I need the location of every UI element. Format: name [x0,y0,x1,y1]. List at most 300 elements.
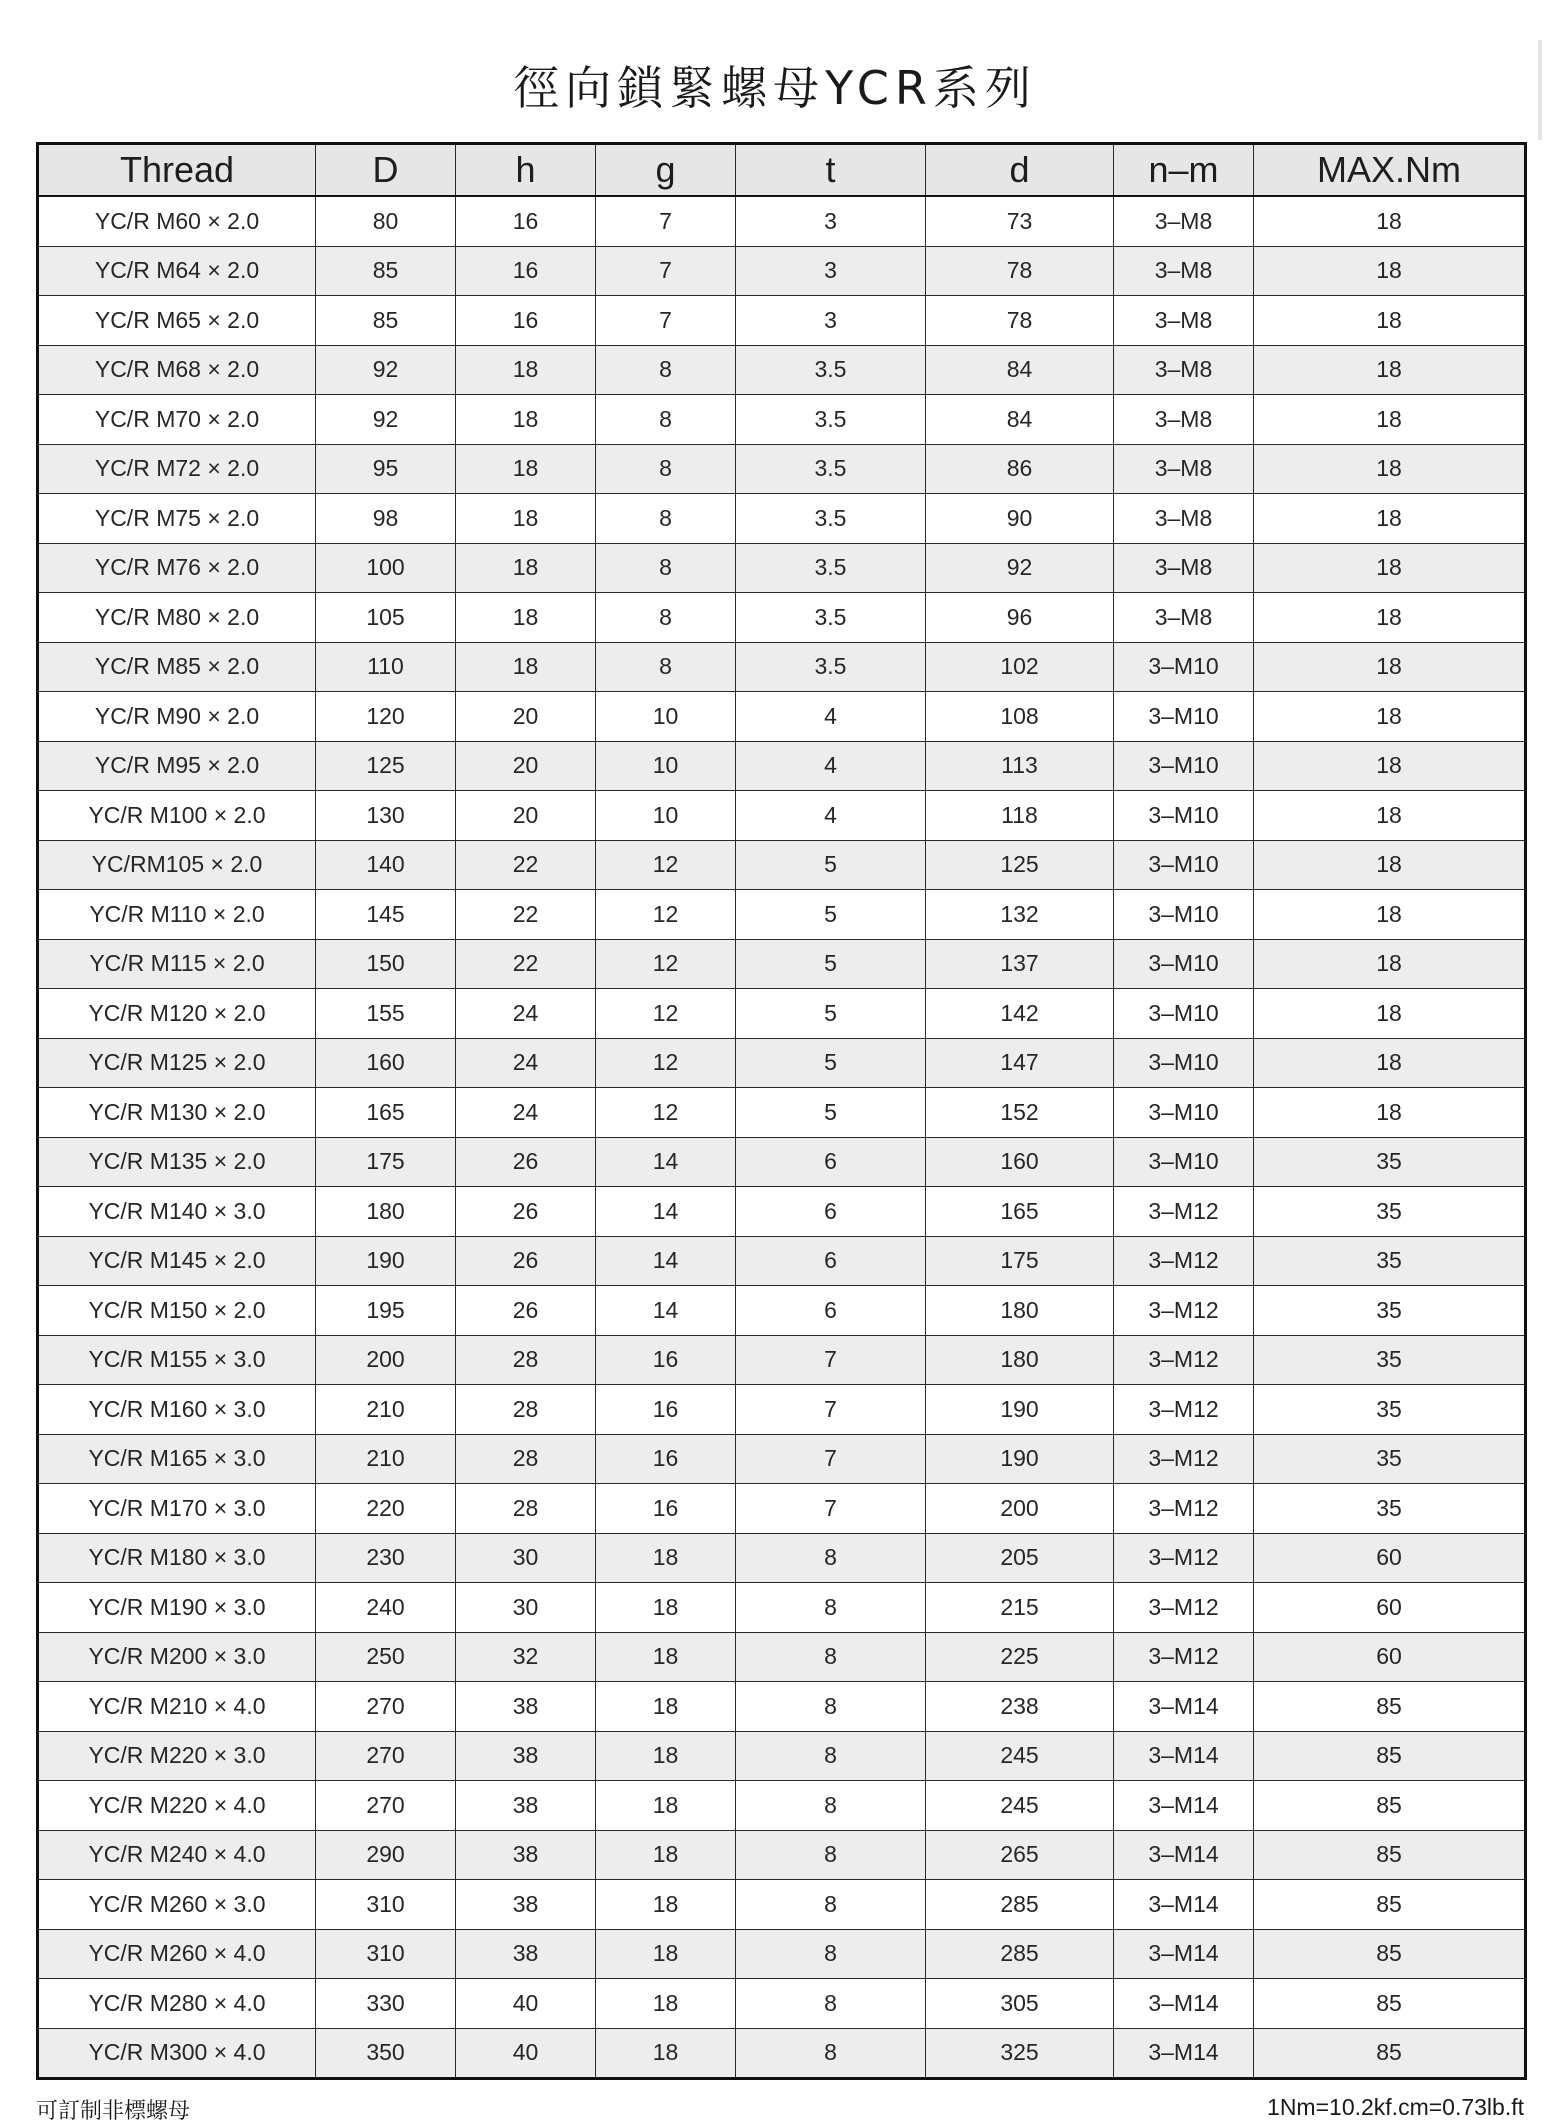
table-row [38,939,1526,989]
table-cell: 7 [736,1335,926,1385]
table-cell: 3–M12 [1114,1335,1254,1385]
table-cell: 18 [596,1533,736,1583]
table-cell: 8 [596,642,736,692]
table-cell: 18 [1254,395,1526,445]
table-cell: 225 [926,1632,1114,1682]
table-cell: 26 [456,1137,596,1187]
table-cell: YC/R M220 × 3.0 [38,1731,316,1781]
table-cell: 3–M12 [1114,1583,1254,1633]
table-cell: 60 [1254,1583,1526,1633]
table-header-row [38,144,1526,197]
table-cell: 85 [316,246,456,296]
table-row [38,1434,1526,1484]
table-cell: 3–M14 [1114,1682,1254,1732]
table-cell: 3.5 [736,345,926,395]
table-cell: 12 [596,890,736,940]
table-row [38,494,1526,544]
table-cell: 100 [316,543,456,593]
table-cell: 16 [596,1434,736,1484]
table-cell: 145 [316,890,456,940]
table-cell: 18 [1254,840,1526,890]
table-cell: 3–M12 [1114,1236,1254,1286]
table-cell: YC/R M155 × 3.0 [38,1335,316,1385]
table-row [38,642,1526,692]
table-row [38,444,1526,494]
table-cell: 5 [736,989,926,1039]
table-cell: 190 [926,1385,1114,1435]
table-cell: YC/R M95 × 2.0 [38,741,316,791]
table-cell: 14 [596,1187,736,1237]
table-cell: 18 [1254,1038,1526,1088]
table-cell: 60 [1254,1632,1526,1682]
table-cell: YC/R M260 × 3.0 [38,1880,316,1930]
table-row [38,840,1526,890]
table-cell: 3–M14 [1114,2028,1254,2079]
table-cell: 18 [1254,939,1526,989]
table-cell: 95 [316,444,456,494]
table-cell: 7 [596,196,736,246]
table-cell: 18 [456,345,596,395]
table-cell: 7 [736,1434,926,1484]
table-cell: 245 [926,1731,1114,1781]
table-cell: 3–M8 [1114,395,1254,445]
table-cell: YC/R M150 × 2.0 [38,1286,316,1336]
table-cell: 32 [456,1632,596,1682]
table-cell: 200 [316,1335,456,1385]
table-cell: YC/R M140 × 3.0 [38,1187,316,1237]
table-cell: YC/R M64 × 2.0 [38,246,316,296]
table-cell: 18 [456,494,596,544]
table-cell: 3–M12 [1114,1632,1254,1682]
table-cell: 6 [736,1187,926,1237]
table-cell: 290 [316,1830,456,1880]
table-cell: 20 [456,741,596,791]
table-cell: 3–M10 [1114,642,1254,692]
table-cell: 125 [926,840,1114,890]
table-cell: 160 [316,1038,456,1088]
table-cell: 3–M12 [1114,1434,1254,1484]
table-cell: 18 [1254,593,1526,643]
table-cell: 20 [456,791,596,841]
table-cell: 78 [926,246,1114,296]
table-cell: 18 [456,395,596,445]
table-cell: 80 [316,196,456,246]
table-row [38,1929,1526,1979]
table-cell: 120 [316,692,456,742]
table-cell: 12 [596,989,736,1039]
table-cell: 16 [456,246,596,296]
table-cell: 142 [926,989,1114,1039]
table-cell: 60 [1254,1533,1526,1583]
table-cell: 3–M10 [1114,989,1254,1039]
table-cell: 265 [926,1830,1114,1880]
table-cell: 28 [456,1484,596,1534]
table-cell: 4 [736,692,926,742]
table-cell: 18 [596,1682,736,1732]
table-cell: YC/R M72 × 2.0 [38,444,316,494]
table-cell: 195 [316,1286,456,1336]
table-cell: 3–M14 [1114,1781,1254,1831]
table-cell: 18 [1254,890,1526,940]
table-cell: 5 [736,1088,926,1138]
table-row [38,345,1526,395]
table-cell: 18 [456,593,596,643]
table-cell: 4 [736,741,926,791]
table-cell: 98 [316,494,456,544]
table-cell: 5 [736,939,926,989]
custom-order-note: 可訂制非標螺母 [36,2099,191,2124]
table-row [38,246,1526,296]
table-cell: 40 [456,2028,596,2079]
table-cell: 38 [456,1781,596,1831]
table-cell: 26 [456,1286,596,1336]
table-cell: 12 [596,939,736,989]
table-cell: 38 [456,1682,596,1732]
table-cell: 3.5 [736,494,926,544]
table-row [38,1830,1526,1880]
table-cell: 105 [316,593,456,643]
table-cell: 24 [456,989,596,1039]
spec-table [36,142,1527,2080]
table-cell: 3.5 [736,593,926,643]
table-cell: 28 [456,1335,596,1385]
table-cell: 230 [316,1533,456,1583]
table-row [38,1335,1526,1385]
table-cell: 18 [596,1929,736,1979]
table-cell: YC/R M60 × 2.0 [38,196,316,246]
table-cell: YC/R M300 × 4.0 [38,2028,316,2079]
table-cell: 18 [1254,444,1526,494]
table-cell: 96 [926,593,1114,643]
table-cell: 3–M10 [1114,791,1254,841]
table-cell: 10 [596,741,736,791]
table-cell: 3–M10 [1114,1038,1254,1088]
table-cell: 86 [926,444,1114,494]
table-row [38,1979,1526,2029]
table-cell: 3–M10 [1114,890,1254,940]
table-cell: 78 [926,296,1114,346]
table-cell: YC/R M115 × 2.0 [38,939,316,989]
table-cell: YC/R M130 × 2.0 [38,1088,316,1138]
table-cell: 3–M12 [1114,1533,1254,1583]
table-cell: 350 [316,2028,456,2079]
table-row [38,1038,1526,1088]
table-cell: 18 [596,1583,736,1633]
header-g: g [596,144,736,197]
table-cell: 270 [316,1731,456,1781]
table-cell: 26 [456,1187,596,1237]
table-cell: 18 [1254,345,1526,395]
table-cell: 35 [1254,1335,1526,1385]
table-cell: 3–M14 [1114,1880,1254,1930]
table-cell: YC/R M240 × 4.0 [38,1830,316,1880]
table-cell: 16 [456,196,596,246]
table-row [38,1236,1526,1286]
table-cell: 110 [316,642,456,692]
table-cell: 10 [596,791,736,841]
table-cell: YC/R M145 × 2.0 [38,1236,316,1286]
table-cell: 8 [596,444,736,494]
table-cell: 3–M12 [1114,1385,1254,1435]
table-row [38,1583,1526,1633]
table-cell: YC/R M85 × 2.0 [38,642,316,692]
table-row [38,395,1526,445]
table-row [38,1781,1526,1831]
table-cell: 3–M14 [1114,1979,1254,2029]
table-cell: 3–M12 [1114,1187,1254,1237]
table-cell: 250 [316,1632,456,1682]
table-cell: 92 [316,395,456,445]
header-t: t [736,144,926,197]
table-cell: 18 [456,543,596,593]
table-cell: 220 [316,1484,456,1534]
table-cell: 38 [456,1929,596,1979]
table-row [38,1187,1526,1237]
table-cell: 84 [926,395,1114,445]
table-cell: 132 [926,890,1114,940]
table-cell: 8 [736,1632,926,1682]
table-cell: 12 [596,840,736,890]
table-cell: 245 [926,1781,1114,1831]
table-cell: 35 [1254,1236,1526,1286]
table-cell: 6 [736,1137,926,1187]
table-cell: 8 [736,1880,926,1930]
table-cell: 3–M10 [1114,939,1254,989]
table-cell: 35 [1254,1187,1526,1237]
table-cell: 3 [736,246,926,296]
table-cell: YC/R M70 × 2.0 [38,395,316,445]
table-cell: 3.5 [736,642,926,692]
table-cell: 10 [596,692,736,742]
table-row [38,1682,1526,1732]
table-cell: 5 [736,890,926,940]
table-cell: YC/R M100 × 2.0 [38,791,316,841]
table-row [38,1533,1526,1583]
table-cell: 18 [1254,741,1526,791]
table-cell: 38 [456,1830,596,1880]
table-cell: 3–M14 [1114,1830,1254,1880]
table-cell: 325 [926,2028,1114,2079]
table-cell: 3–M8 [1114,593,1254,643]
table-cell: 3.5 [736,395,926,445]
table-cell: 3–M10 [1114,1137,1254,1187]
table-cell: 3–M8 [1114,444,1254,494]
table-cell: 5 [736,840,926,890]
table-cell: YC/R M180 × 3.0 [38,1533,316,1583]
table-cell: 18 [1254,642,1526,692]
table-cell: 285 [926,1880,1114,1930]
table-cell: 7 [736,1484,926,1534]
table-cell: 35 [1254,1385,1526,1435]
table-cell: 18 [456,642,596,692]
table-cell: 16 [596,1385,736,1435]
table-cell: 175 [926,1236,1114,1286]
table-cell: 35 [1254,1286,1526,1336]
table-cell: 30 [456,1583,596,1633]
table-cell: 108 [926,692,1114,742]
table-row [38,2028,1526,2079]
table-cell: 8 [736,2028,926,2079]
table-row [38,1385,1526,1435]
table-cell: 285 [926,1929,1114,1979]
table-cell: 330 [316,1979,456,2029]
table-cell: 7 [736,1385,926,1435]
table-cell: 8 [736,1682,926,1732]
table-cell: YC/R M68 × 2.0 [38,345,316,395]
table-cell: 28 [456,1434,596,1484]
table-cell: 125 [316,741,456,791]
table-cell: 238 [926,1682,1114,1732]
table-cell: 85 [316,296,456,346]
table-cell: 3–M8 [1114,494,1254,544]
table-cell: 8 [736,1781,926,1831]
table-row [38,543,1526,593]
table-cell: YC/R M75 × 2.0 [38,494,316,544]
table-row [38,1484,1526,1534]
table-cell: 113 [926,741,1114,791]
table-cell: 85 [1254,1979,1526,2029]
table-cell: 90 [926,494,1114,544]
table-cell: 3–M12 [1114,1484,1254,1534]
table-cell: 137 [926,939,1114,989]
table-cell: 310 [316,1929,456,1979]
table-row [38,989,1526,1039]
table-row [38,741,1526,791]
table-cell: 3–M14 [1114,1731,1254,1781]
table-cell: 190 [926,1434,1114,1484]
table-row [38,890,1526,940]
table-cell: 22 [456,840,596,890]
table-cell: 8 [596,543,736,593]
table-cell: 18 [456,444,596,494]
header-h: h [456,144,596,197]
table-cell: 18 [596,1632,736,1682]
table-cell: YC/R M125 × 2.0 [38,1038,316,1088]
table-cell: 180 [926,1286,1114,1336]
header-n-m: n–m [1114,144,1254,197]
table-cell: 16 [596,1335,736,1385]
table-cell: YC/R M160 × 3.0 [38,1385,316,1435]
table-cell: 18 [1254,196,1526,246]
table-cell: 180 [316,1187,456,1237]
table-cell: 3–M8 [1114,246,1254,296]
table-cell: YC/R M135 × 2.0 [38,1137,316,1187]
header-d-outer: D [316,144,456,197]
table-cell: 3–M8 [1114,296,1254,346]
table-cell: 35 [1254,1484,1526,1534]
table-cell: 84 [926,345,1114,395]
table-cell: 7 [596,246,736,296]
table-cell: 92 [926,543,1114,593]
table-cell: 12 [596,1038,736,1088]
table-cell: 3–M10 [1114,692,1254,742]
table-cell: 205 [926,1533,1114,1583]
unit-conversion-note: 1Nm=10.2kf.cm=0.73lb.ft [1267,2094,1524,2120]
table-cell: 3–M10 [1114,840,1254,890]
table-cell: 16 [596,1484,736,1534]
table-cell: 130 [316,791,456,841]
table-cell: YC/R M190 × 3.0 [38,1583,316,1633]
table-cell: 3–M10 [1114,741,1254,791]
table-cell: 8 [736,1731,926,1781]
table-row [38,196,1526,246]
table-cell: 180 [926,1335,1114,1385]
table-row [38,1286,1526,1336]
table-cell: 8 [596,494,736,544]
table-cell: 8 [596,345,736,395]
table-cell: 24 [456,1038,596,1088]
table-cell: 8 [736,1979,926,2029]
table-cell: 210 [316,1434,456,1484]
table-body [38,196,1526,2079]
table-row [38,1731,1526,1781]
header-max-nm: MAX.Nm [1254,144,1526,197]
header-thread: Thread [38,144,316,197]
table-cell: 3–M14 [1114,1929,1254,1979]
table-cell: 6 [736,1236,926,1286]
table-cell: 18 [596,1880,736,1930]
table-cell: 35 [1254,1137,1526,1187]
table-cell: 3.5 [736,444,926,494]
table-cell: 18 [1254,296,1526,346]
table-cell: 4 [736,791,926,841]
table-cell: 18 [596,1781,736,1831]
table-cell: 140 [316,840,456,890]
table-cell: 38 [456,1880,596,1930]
table-cell: 3.5 [736,543,926,593]
table-cell: 165 [926,1187,1114,1237]
table-row [38,1137,1526,1187]
table-cell: 310 [316,1880,456,1930]
table-cell: 85 [1254,1682,1526,1732]
table-cell: 85 [1254,2028,1526,2079]
table-cell: 18 [596,2028,736,2079]
page-edge-rule [1538,40,1542,140]
table-cell: 18 [596,1830,736,1880]
table-cell: 8 [596,593,736,643]
table-cell: YC/R M80 × 2.0 [38,593,316,643]
table-cell: 155 [316,989,456,1039]
table-cell: 18 [1254,791,1526,841]
table-cell: 305 [926,1979,1114,2029]
table-cell: 16 [456,296,596,346]
table-cell: 3 [736,296,926,346]
table-cell: YC/R M165 × 3.0 [38,1434,316,1484]
table-cell: 3–M10 [1114,1088,1254,1138]
table-cell: 175 [316,1137,456,1187]
table-row [38,692,1526,742]
page-title: 徑向鎖緊螺母YCR系列 [513,61,1037,115]
table-cell: 14 [596,1137,736,1187]
table-cell: 24 [456,1088,596,1138]
table-cell: 5 [736,1038,926,1088]
table-cell: 8 [736,1929,926,1979]
table-cell: 147 [926,1038,1114,1088]
table-cell: 18 [1254,1088,1526,1138]
table-cell: 85 [1254,1929,1526,1979]
table-cell: YC/R M65 × 2.0 [38,296,316,346]
table-cell: 3–M8 [1114,196,1254,246]
table-cell: 14 [596,1236,736,1286]
table-row [38,593,1526,643]
table-row [38,1632,1526,1682]
table-cell: YC/R M260 × 4.0 [38,1929,316,1979]
table-cell: 40 [456,1979,596,2029]
table-cell: 85 [1254,1880,1526,1930]
table-cell: 165 [316,1088,456,1138]
table-cell: 150 [316,939,456,989]
table-cell: 190 [316,1236,456,1286]
